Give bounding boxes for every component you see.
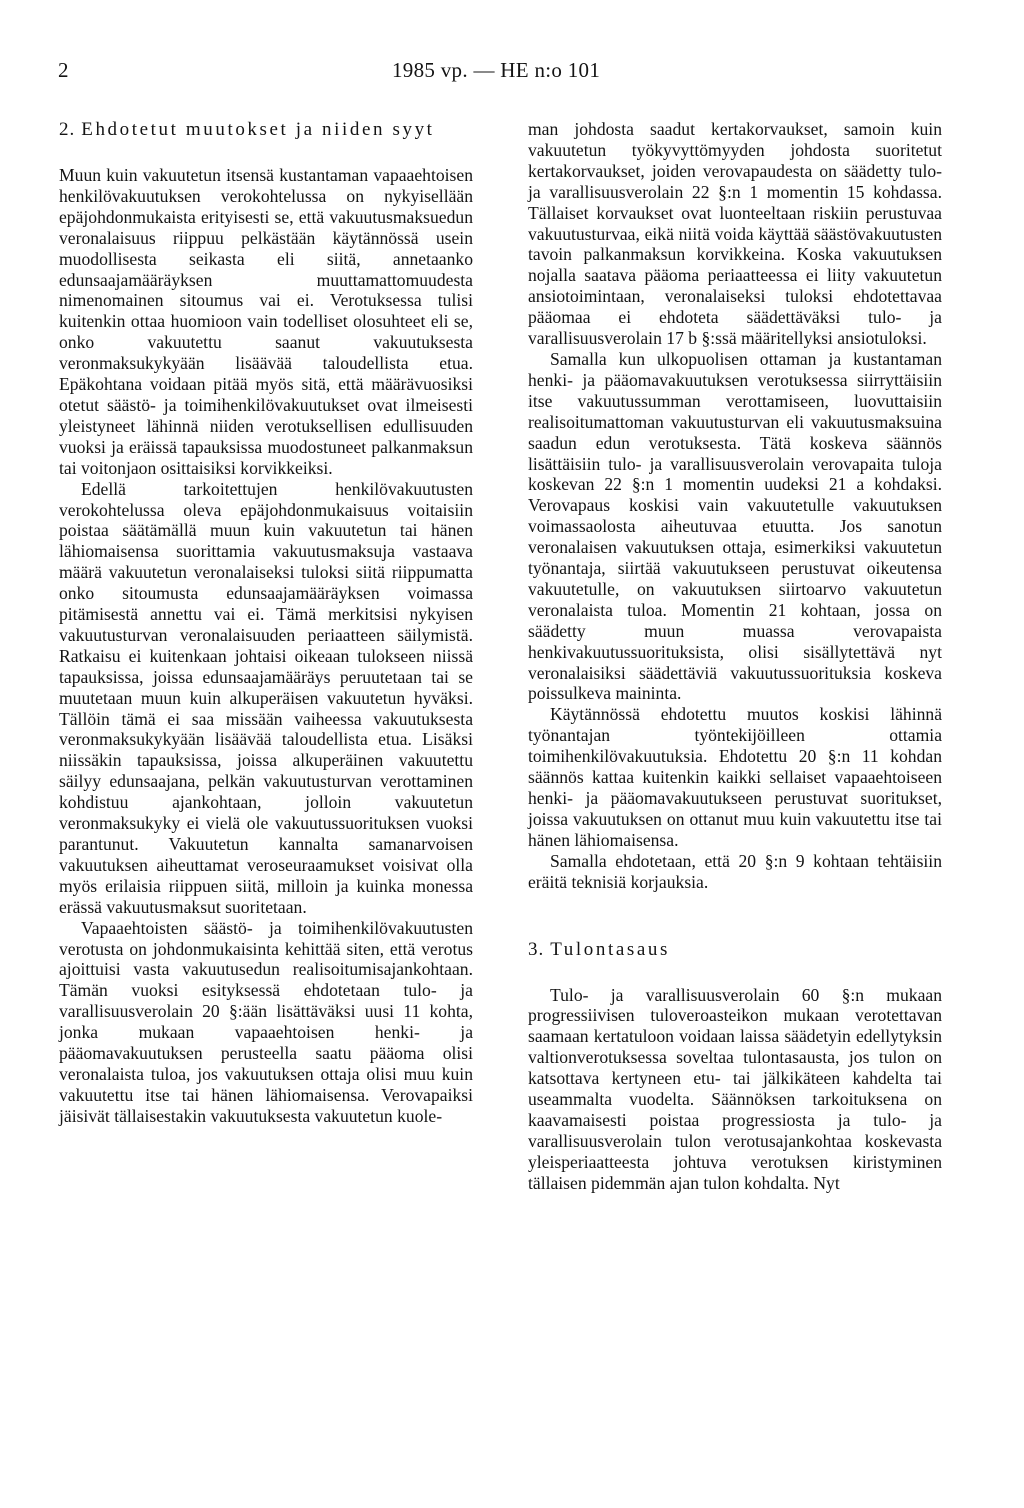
paragraph: Samalla kun ulkopuolisen ottaman ja kustantaman henki- ja pääomavakuutuksen verotuksessa siirryttäisiin itse vakuutussumman verottamiseen, luovuttaisiin realisoitumattoman vakuutusturvan eli vakuutusmaksuina saadun edun verotuksesta. Tätä koskeva säännös lisättäisiin tulo- ja varallisuusverolain verovapaita tuloja koskevan 22 §:n 1 momentin uudeksi 21 a kohdaksi. Verovapaus koskisi vain vakuutetulle vakuutuksen voimassaolosta aiheutuvaa etuutta. Jos sanotun veronalaisen vakuutuksen ottaja, esimerkiksi vakuutetun työnantaja, siirtää vakuutukseen perustuvat oikeutensa vakuutetulle, on vakuutuksen siirtoarvo vakuutetun veronalaista tuloa. Momentin 21 kohtaan, jossa on säädetty muun muassa verovapaista henkivakuutussuorituksista, olisi sisällytettävä nyt veronalaisiksi säädettäviä vakuutussuorituksia koskeva poissulkeva maininta. (528, 348, 942, 704)
paragraph: Vapaaehtoisten säästö- ja toimihenkilövakuutusten verotusta on johdonmukaisinta kehittää siten, että verotus ajoittuisi vasta vakuutusedun realisoitumisajankohtaan. Tämän vuoksi esityksessä ehdotetaan tulo- ja varallisuusverolain 20 §:ään lisättäväksi uusi 11 kohta, jonka mukaan vapaaehtoisen henki- ja pääomavakuutuksen perusteella saatu pääoma olisi veronalaista tuloa, jos vakuutuksen ottaja olisi muu kuin vakuutettu itse tai hänen lähiomaisensa. Verovapaiksi jäisivät tällaisestakin vakuutuksesta vakuutetun kuole- (59, 917, 473, 1126)
section-title: Tulontasaus (550, 938, 670, 960)
left-column (59, 119, 473, 1127)
section-heading-2 (59, 119, 473, 141)
section-number: 3. (528, 938, 545, 960)
page-header (0, 58, 1024, 88)
section-heading-3 (528, 939, 942, 961)
page-number: 2 (58, 58, 69, 82)
running-head: 1985 vp. — HE n:o 101 (392, 58, 601, 82)
paragraph: man johdosta saadut kertakorvaukset, samoin kuin vakuutetun työkyvyttömyyden johdosta suoritetut kertakorvaukset, joiden verovapaudesta on säädetty tulo- ja varallisuusverolain 22 §:n 1 momentin 15 kohdassa. Tällaiset korvaukset ovat luonteeltaan riskiin perustuvaa vakuutusturvaa, eikä niitä voida käyttää säästövakuutusten tavoin palkanmaksun korvikkeina. Koska vakuutuksen nojalla saatava pääoma periaatteessa ei liity vakuutetun ansiotoimintaan, veronalaiseksi tuloksi ehdotettavaa pääomaa ei ehdoteta säädettäväksi tulo- ja varallisuusverolain 17 b §:ssä määritellyksi ansiotuloksi. (528, 119, 942, 349)
paragraph: Tulo- ja varallisuusverolain 60 §:n mukaan progressiivisen tuloveroasteikon mukaan verotettavan saamaan kertatuloon voidaan laissa säädetyin edellytyksin valtionverotuksessa soveltaa tulontasausta, jos tulon on katsottava kertyneen etu- tai jälkikäteen kahdelta tai useammalta vuodelta. Säännöksen tarkoituksena on kaavamaisesti poistaa progressiosta ja tulo- ja varallisuusverolain tulon verotusajankohtaa koskevasta yleisperiaatteesta johtuva verotuksen kiristyminen tällaisen pidemmän ajan tulon kohdalta. Nyt (528, 984, 942, 1193)
paragraph: Muun kuin vakuutetun itsensä kustantaman vapaaehtoisen henkilövakuutuksen verokohtelussa on nykyisellään epäjohdonmukaista erityisesti se, että vakuutusmaksuedun veronalaisuus riippuu pelkästään käytännössä usein muodollisesta seikasta eli siitä, annetaanko edunsaajamääräyksen muuttamattomuudesta nimenomainen sitoumus vai ei. Verotuksessa tulisi kuitenkin ottaa huomioon vain todelliset olosuhteet eli se, onko vakuutettu saanut vakuutuksesta veronmaksukykyään lisäävää taloudellista etua. Epäkohtana voidaan pitää myös sitä, että määrävuosiksi otetut säästö- ja toimihenkilövakuutukset ovat ilmeisesti yleistyneet lähinnä niiden verotuksellisen edullisuuden vuoksi ja eräissä tapauksissa muodostuneet palkanmaksun tai voitonjaon osittaisiksi korvikkeiksi. (59, 165, 473, 478)
paragraph: Samalla ehdotetaan, että 20 §:n 9 kohtaan tehtäisiin eräitä teknisiä korjauksia. (528, 850, 942, 892)
section-title: Ehdotetut muutokset ja niiden syyt (81, 119, 435, 140)
right-column (528, 119, 942, 1194)
section-spacer (528, 893, 942, 939)
paragraph: Edellä tarkoitettujen henkilövakuutusten verokohtelussa oleva epäjohdonmukaisuus voitaisiin poistaa säätämällä muun kuin vakuutetun tai hänen lähiomaisensa suorittamia vakuutusmaksuja vastaava määrä vakuutetun veronalaiseksi tuloksi siitä riippumatta onko sitoumusta edunsaajamääräyksen voimassa pitämisestä annettu vai ei. Tämä merkitsisi nykyisen vakuutusturvan veronalaisuuden periaatteen säilymistä. Ratkaisu ei kuitenkaan johtaisi oikeaan tulokseen niissä tapauksissa, joissa edunsaajamääräys peruutetaan tai se muutetaan muun kuin alkuperäisen vakuutetun hyväksi. Tällöin tämä ei saa missään vaiheessa vakuutuksesta veronmaksukykyään lisäävää taloudellista etua. Lisäksi niissäkin tapauksissa, joissa alkuperäinen vakuutettu säilyy edunsaajana, pelkän vakuutusturvan verottaminen kohdistuu ajankohtaan, jolloin vakuutetun veronmaksukyky ei vielä ole vakuutussuorituksen vuoksi parantunut. Vakuutetun kannalta samanarvoisen vakuutuksen aiheuttamat veroseuraamukset voisivat olla myös erilaisia riippuen siitä, milloin ja kuinka monessa erässä vakuutusmaksut suoritetaan. (59, 478, 473, 917)
section-number: 2. (59, 119, 76, 140)
paragraph: Käytännössä ehdotettu muutos koskisi lähinnä työnantajan työntekijöilleen ottamia toimihenkilövakuutuksia. Ehdotettu 20 §:n 11 kohdan säännös kattaa kuitenkin kaikki sellaiset vapaaehtoiseen henki- ja pääomavakuutukseen perustuvat suoritukset, joissa vakuutuksen on ottanut muu kuin vakuutettu itse tai hänen lähiomaisensa. (528, 704, 942, 850)
